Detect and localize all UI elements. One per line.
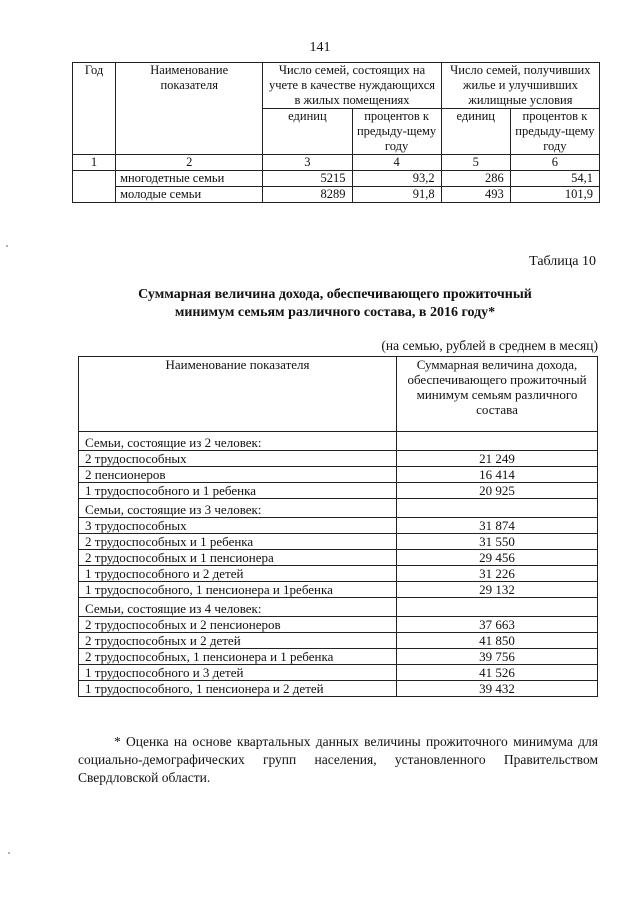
group-header-row [79, 598, 598, 617]
group-empty-cell [397, 598, 598, 617]
table-row [79, 633, 598, 649]
row-name: 1 трудоспособного, 1 пенсионера и 1ребенка [79, 582, 397, 598]
families-table [72, 62, 600, 203]
income-table-body [79, 432, 598, 697]
row-name: 2 пенсионеров [79, 467, 397, 483]
cell-value: 101,9 [510, 187, 599, 203]
table-row [79, 617, 598, 633]
cell-value: 91,8 [352, 187, 441, 203]
col-number: 5 [441, 155, 510, 171]
cell-value: 8289 [263, 187, 352, 203]
footnote: * Оценка на основе квартальных данных величины прожиточного минимума для социально-демографических групп населения, установленного Правительством Свердловской области. [78, 734, 598, 785]
cell-value: 54,1 [510, 171, 599, 187]
row-name: 2 трудоспособных и 1 пенсионера [79, 550, 397, 566]
row-name: 2 трудоспособных и 2 детей [79, 633, 397, 649]
page-number: 141 [309, 40, 331, 55]
table-row [79, 665, 598, 681]
row-name: 3 трудоспособных [79, 518, 397, 534]
row-value: 39 756 [397, 649, 598, 665]
row-name: многодетные семьи [116, 171, 263, 187]
col-number: 6 [510, 155, 599, 171]
scan-dot [8, 852, 10, 854]
row-value: 41 526 [397, 665, 598, 681]
row-value: 41 850 [397, 633, 598, 649]
table-row [79, 518, 598, 534]
cell-value: 5215 [263, 171, 352, 187]
column-numbers-row [73, 155, 600, 171]
table-row [79, 451, 598, 467]
row-name: 2 трудоспособных и 2 пенсионеров [79, 617, 397, 633]
group-header-row [79, 499, 598, 518]
row-value: 29 456 [397, 550, 598, 566]
table-row [79, 582, 598, 598]
scan-dot [6, 245, 8, 247]
header-year: Год [73, 63, 116, 155]
table-row [79, 483, 598, 499]
year-cell [73, 171, 116, 203]
table-label: Таблица 10 [529, 254, 596, 269]
row-value: 29 132 [397, 582, 598, 598]
table-row [73, 187, 600, 203]
row-name: 2 трудоспособных, 1 пенсионера и 1 ребенка [79, 649, 397, 665]
cell-value: 286 [441, 171, 510, 187]
group-empty-cell [397, 432, 598, 451]
col-number: 1 [73, 155, 116, 171]
table-row [79, 550, 598, 566]
row-value: 21 249 [397, 451, 598, 467]
row-value: 31 874 [397, 518, 598, 534]
header-percent: процентов к предыду-щему году [352, 109, 441, 155]
row-name: 1 трудоспособного и 3 детей [79, 665, 397, 681]
header-percent: процентов к предыду-щему году [510, 109, 599, 155]
header-income: Суммарная величина дохода, обеспечивающего прожиточный минимум семьям различного состава [397, 357, 598, 432]
cell-value: 93,2 [352, 171, 441, 187]
row-value: 31 226 [397, 566, 598, 582]
group-empty-cell [397, 499, 598, 518]
row-name: 2 трудоспособных [79, 451, 397, 467]
units-note: (на семью, рублей в среднем в месяц) [381, 338, 598, 353]
table-title: Суммарная величина дохода, обеспечивающего прожиточный минимум семьям различного состава, в 2016 году* [138, 287, 532, 320]
header-units: единиц [263, 109, 352, 155]
income-table [78, 356, 598, 697]
table-row [79, 566, 598, 582]
col-number: 3 [263, 155, 352, 171]
table-row [79, 649, 598, 665]
table-row [79, 534, 598, 550]
row-value: 39 432 [397, 681, 598, 697]
table-row [73, 171, 600, 187]
row-value: 16 414 [397, 467, 598, 483]
row-name: 2 трудоспособных и 1 ребенка [79, 534, 397, 550]
group-header-row [79, 432, 598, 451]
row-name: молодые семьи [116, 187, 263, 203]
cell-value: 493 [441, 187, 510, 203]
row-value: 20 925 [397, 483, 598, 499]
header-indicator: Наименование показателя [116, 63, 263, 155]
row-value: 31 550 [397, 534, 598, 550]
col-number: 4 [352, 155, 441, 171]
row-name: 1 трудоспособного и 2 детей [79, 566, 397, 582]
group-title: Семьи, состоящие из 4 человек: [79, 598, 397, 617]
row-name: 1 трудоспособного и 1 ребенка [79, 483, 397, 499]
row-name: 1 трудоспособного, 1 пенсионера и 2 детей [79, 681, 397, 697]
header-received: Число семей, получивших жилье и улучшивших жилищные условия [441, 63, 599, 109]
table-row [79, 681, 598, 697]
header-units: единиц [441, 109, 510, 155]
group-title: Семьи, состоящие из 3 человек: [79, 499, 397, 518]
header-registered: Число семей, состоящих на учете в качестве нуждающихся в жилых помещениях [263, 63, 441, 109]
table-row [79, 467, 598, 483]
group-title: Семьи, состоящие из 2 человек: [79, 432, 397, 451]
header-indicator: Наименование показателя [79, 357, 397, 432]
col-number: 2 [116, 155, 263, 171]
row-value: 37 663 [397, 617, 598, 633]
